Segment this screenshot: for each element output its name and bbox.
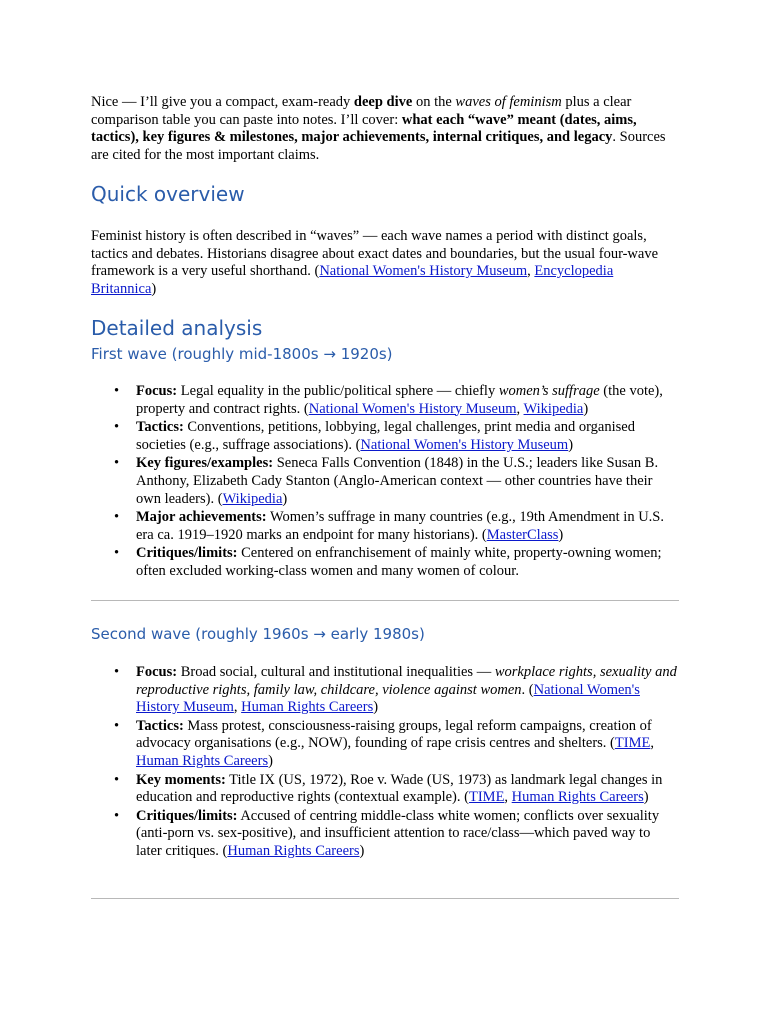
intro-text: Nice — I’ll give you a compact, exam-ready bbox=[91, 94, 354, 110]
paren-close: ) bbox=[583, 400, 589, 417]
item-text: Centered on enfranchisement of mainly white, property-owning women; often excluded working-class women and many women of colour. bbox=[136, 545, 662, 579]
paren-close: ) bbox=[359, 842, 365, 859]
item-italic: workplace rights, sexuality and reproductive rights, family law, childcare, violence against women bbox=[136, 664, 677, 698]
paren-close: ) bbox=[151, 280, 157, 297]
list-item bbox=[91, 772, 679, 807]
item-text: Title IX (US, 1972), Roe v. Wade (US, 1973) as landmark legal changes in education and reproductive rights (contextual example). ( bbox=[136, 771, 663, 806]
item-label: Major achievements: bbox=[136, 509, 267, 526]
citation-link[interactable]: TIME bbox=[614, 735, 651, 752]
item-text: Seneca Falls Convention (1848) in the U.S.; leaders like Susan B. Anthony, Elizabeth Cady Stanton (Anglo-American context — other countries have their own leaders). ( bbox=[136, 455, 659, 507]
separator: , bbox=[504, 789, 512, 806]
paren-close: ) bbox=[373, 699, 379, 716]
list-item bbox=[91, 419, 679, 454]
item-text: Accused of centring middle-class white women; conflicts over sexuality (anti-porn vs. sex-positive), and insufficient attention to race/class—which paved way to later critiques. ( bbox=[136, 807, 660, 859]
second-wave-list bbox=[91, 664, 679, 862]
separator: , bbox=[233, 699, 242, 716]
list-item bbox=[91, 383, 679, 418]
citation-link[interactable]: National Women's History Museum bbox=[136, 681, 640, 716]
citation-link[interactable]: Human Rights Careers bbox=[241, 699, 374, 716]
second-wave-heading: Second wave (roughly 1960s → early 1980s) bbox=[91, 625, 425, 643]
citation-link[interactable]: National Women's History Museum bbox=[360, 436, 569, 453]
section-divider bbox=[91, 600, 679, 601]
first-wave-heading: First wave (roughly mid-1800s → 1920s) bbox=[91, 345, 393, 363]
intro-text: on the bbox=[412, 94, 456, 110]
intro-bold: what each “wave” meant (dates, aims, tactics), key figures & milestones, major achievements, internal critiques, and legacy bbox=[91, 111, 637, 145]
paren-close: ) bbox=[568, 436, 574, 453]
paren-close: ) bbox=[558, 526, 564, 543]
citation-link[interactable]: Wikipedia bbox=[222, 490, 283, 507]
separator: , bbox=[527, 263, 535, 279]
paren-close: ) bbox=[643, 789, 649, 806]
citation-link[interactable]: Encyclopedia Britannica bbox=[91, 263, 614, 297]
item-label: Tactics: bbox=[136, 717, 184, 734]
item-label: Tactics: bbox=[136, 419, 184, 436]
separator: , bbox=[516, 400, 524, 417]
quick-overview-heading: Quick overview bbox=[91, 182, 245, 206]
item-text: Conventions, petitions, lobbying, legal challenges, print media and organised societies (e.g., suffrage associations). ( bbox=[136, 419, 635, 453]
intro-text: . Sources are cited for the most important claims. bbox=[91, 129, 666, 163]
list-item bbox=[91, 455, 679, 508]
citation-link[interactable]: Human Rights Careers bbox=[227, 842, 360, 859]
item-text: Legal equality in the public/political sphere — chiefly bbox=[177, 383, 499, 399]
intro-bold: deep dive bbox=[353, 94, 413, 110]
paren-close: ) bbox=[282, 490, 288, 507]
citation-link[interactable]: TIME bbox=[468, 789, 505, 806]
section-divider bbox=[91, 898, 679, 899]
citation-link[interactable]: Human Rights Careers bbox=[136, 752, 269, 769]
detailed-analysis-heading: Detailed analysis bbox=[91, 316, 263, 340]
paragraph-text: Feminist history is often described in “waves” — each wave names a period with distinct goals, tactics and debates. Historians disagree about exact dates and boundaries, but the usual four-wave framework is a very useful shorthand. ( bbox=[91, 228, 659, 279]
list-item bbox=[91, 664, 679, 717]
item-label: Focus: bbox=[136, 664, 178, 680]
citation-link[interactable]: National Women's History Museum bbox=[308, 400, 517, 417]
item-label: Critiques/limits: bbox=[136, 545, 238, 562]
separator: , bbox=[650, 735, 654, 752]
list-item bbox=[91, 509, 679, 544]
item-label: Critiques/limits: bbox=[136, 807, 238, 824]
item-italic: women’s suffrage bbox=[498, 383, 600, 399]
list-item bbox=[91, 545, 679, 580]
quick-overview-paragraph bbox=[91, 228, 679, 298]
paren-close: ) bbox=[268, 752, 273, 769]
list-item bbox=[91, 808, 679, 861]
citation-link[interactable]: Wikipedia bbox=[523, 400, 584, 417]
item-text: Women’s suffrage in many countries (e.g., 19th Amendment in U.S. era ca. 1919–1920 marks an endpoint for many historians). ( bbox=[136, 509, 664, 543]
citation-link[interactable]: Human Rights Careers bbox=[511, 789, 644, 806]
list-item bbox=[91, 718, 679, 771]
item-label: Key figures/examples: bbox=[136, 455, 274, 472]
first-wave-list bbox=[91, 383, 679, 582]
item-label: Focus: bbox=[136, 383, 178, 399]
intro-paragraph bbox=[91, 94, 679, 164]
citation-link[interactable]: MasterClass bbox=[486, 526, 559, 543]
intro-italic: waves of feminism bbox=[455, 94, 562, 110]
item-text: Broad social, cultural and institutional inequalities — bbox=[177, 664, 495, 680]
item-text: . ( bbox=[521, 681, 534, 698]
item-label: Key moments: bbox=[136, 771, 226, 788]
item-text: (the vote), property and contract rights. ( bbox=[136, 383, 663, 417]
citation-link[interactable]: National Women's History Museum bbox=[319, 263, 528, 279]
intro-text: plus a clear comparison table you can paste into notes. I’ll cover: bbox=[91, 94, 632, 128]
item-text: Mass protest, consciousness-raising groups, legal reform campaigns, creation of advocacy organisations (e.g., NOW), founding of rape crisis centres and shelters. ( bbox=[136, 717, 652, 752]
